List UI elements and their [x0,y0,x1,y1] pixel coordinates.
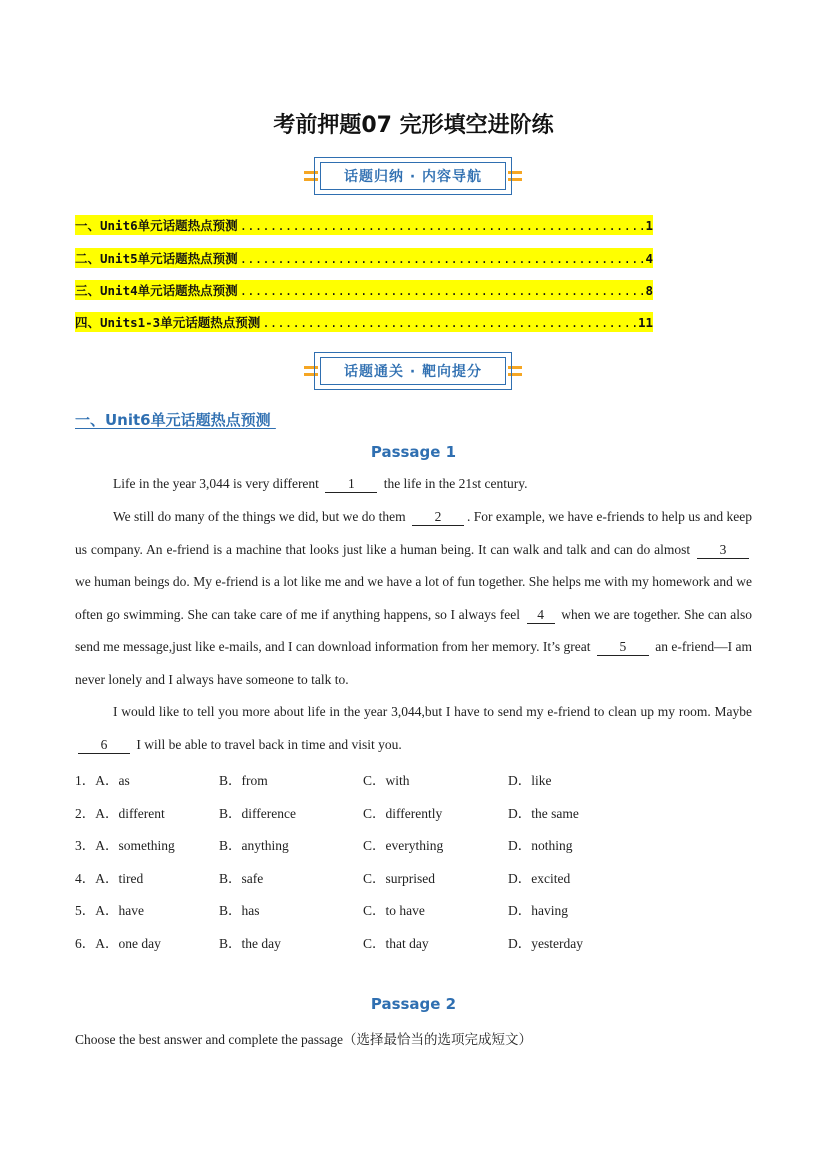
blank-4: 4 [527,607,555,624]
toc-leader [240,283,644,298]
option-b[interactable]: B．anything [219,838,289,853]
blank-1: 1 [325,476,377,493]
toc-item-label: 四、Units1-3单元话题热点预测 [75,315,261,330]
option-d[interactable]: D．nothing [508,838,573,853]
option-b[interactable]: B．safe [219,871,264,886]
text-segment: we human beings do. My e-friend is a lot like me and we have a lot of fun together. She helps me with my homework and we often go swimming. She can take care of me if anything happens, so I always feel [75,574,752,622]
passage-2-title: Passage 2 [370,995,457,1013]
option-a[interactable]: 5．A．have [75,903,144,918]
question-4-options [75,867,755,887]
blank-2: 2 [412,509,464,526]
option-a[interactable]: 3．A．something [75,838,175,853]
option-b[interactable]: B．the day [219,936,281,951]
toc-page-number: 4 [645,250,653,266]
option-a[interactable]: 2．A．different [75,806,165,821]
text-segment: I would like to tell you more about life in the year 3,044,but I have to send my e-friend to clean up my room. Maybe [113,704,752,719]
banner-frame [314,157,512,195]
passage-2-instruction: Choose the best answer and complete the passage（选择最恰当的选项完成短文） [75,1032,533,1047]
option-c[interactable]: C．to have [363,903,425,918]
question-2-options [75,802,755,822]
option-c[interactable]: C．differently [363,806,443,821]
page-title: 考前押题07 完形填空进阶练 [273,113,554,138]
section-banner-navigation [304,157,522,195]
toc-item-1[interactable] [75,215,653,235]
option-a[interactable]: 1．A．as [75,773,130,788]
banner-frame [314,352,512,390]
option-d[interactable]: D．yesterday [508,936,583,951]
option-b[interactable]: B．from [219,773,268,788]
option-c[interactable]: C．surprised [363,871,435,886]
option-b[interactable]: B．has [219,903,260,918]
blank-5: 5 [597,639,649,656]
passage-1-paragraph-3 [75,696,752,761]
option-a[interactable]: 6．A．one day [75,936,161,951]
text-segment: . For example, we have e-friends to help us and keep us company. An e-friend is a machine that looks just like a human being. It can walk and talk and can do almost [75,509,752,557]
section-banner-practice [304,352,522,390]
banner-label: 话题通关 · 靶向提分 [320,357,506,385]
option-d[interactable]: D．excited [508,871,571,886]
text-segment: We still do many of the things we did, but we do them [113,509,409,524]
passage-1-paragraph-2 [75,501,752,696]
text-segment: Life in the year 3,044 is very different [113,476,323,491]
option-b[interactable]: B．difference [219,806,296,821]
toc-item-3[interactable] [75,280,653,300]
option-d[interactable]: D．like [508,773,552,788]
toc-leader [240,251,644,266]
option-c[interactable]: C．with [363,773,410,788]
text-segment: an e-friend—I am never lonely and I always have someone to talk to. [75,639,752,687]
text-segment: I will be able to travel back in time and visit you. [133,736,402,752]
text-segment: the life in the 21st century. [380,476,528,491]
question-1-options [75,769,755,789]
option-d[interactable]: D．having [508,903,568,918]
toc-leader [240,218,644,233]
toc-page-number: 1 [645,217,653,233]
option-d[interactable]: D．the same [508,806,579,821]
toc-page-number: 8 [645,282,653,298]
toc-item-label: 一、Unit6单元话题热点预测 [75,218,238,233]
toc-item-4[interactable] [75,312,653,332]
blank-6: 6 [78,737,130,754]
passage-1-paragraph-1 [75,468,752,501]
blank-3: 3 [697,542,749,559]
option-a[interactable]: 4．A．tired [75,871,144,886]
section-heading[interactable]: 一、Unit6单元话题热点预测 [75,411,276,429]
text-segment: when we are together. She can also send me message,just like e-mails, and I can download information from her memory. It’s great [75,606,752,654]
question-5-options [75,899,755,919]
toc-item-label: 二、Unit5单元话题热点预测 [75,251,238,266]
question-6-options [75,932,755,952]
toc-page-number: 11 [637,314,653,330]
passage-1-title: Passage 1 [370,443,457,461]
banner-label: 话题归纳 · 内容导航 [320,162,506,190]
question-3-options [75,834,755,854]
toc-item-2[interactable] [75,248,653,268]
option-c[interactable]: C．everything [363,838,444,853]
toc-item-label: 三、Unit4单元话题热点预测 [75,283,238,298]
toc-leader [262,315,636,330]
option-c[interactable]: C．that day [363,936,429,951]
